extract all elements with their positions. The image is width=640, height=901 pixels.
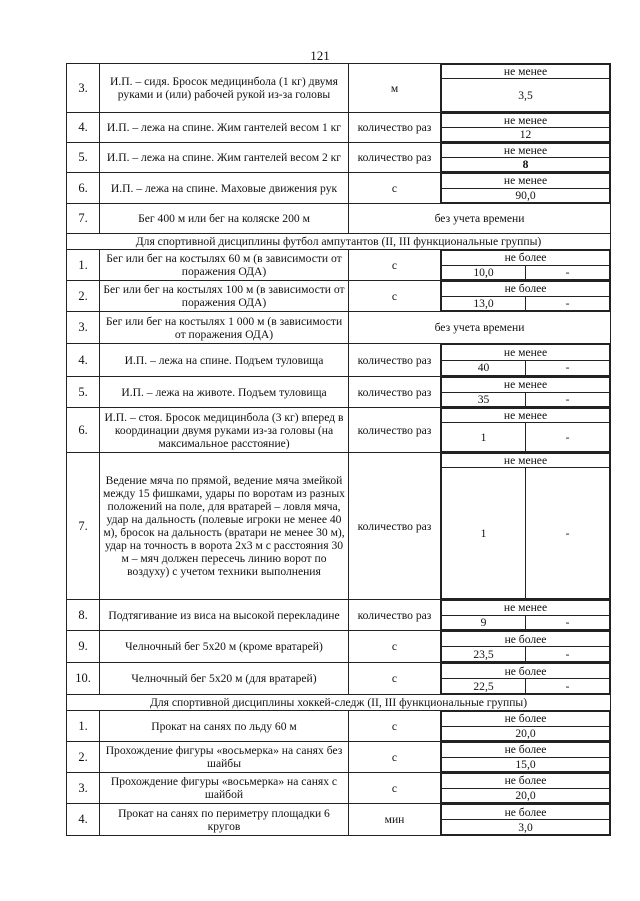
row-number: 1. [67, 711, 100, 742]
result-cell [441, 600, 611, 631]
row-number: 3. [67, 64, 100, 113]
norm-value: 10,0 [442, 265, 526, 280]
norm-dash: - [526, 265, 610, 280]
norm-note: без учета времени [349, 204, 611, 234]
norm-label: не более [442, 712, 610, 727]
unit: с [349, 742, 441, 773]
norm-value: 1 [442, 468, 526, 599]
exercise-name: Прохождение фигуры «восьмерка» на санях без шайбы [100, 742, 349, 773]
norm-label: не более [442, 664, 610, 679]
exercise-name: Челночный бег 5х20 м (кроме вратарей) [100, 631, 349, 663]
exercise-name: Бег или бег на костылях 1 000 м (в зависимости от поражения ОДА) [100, 312, 349, 344]
norm-value: 1 [442, 423, 526, 452]
norm-dash: - [526, 392, 610, 407]
row-number: 7. [67, 453, 100, 600]
norm-value: 35 [442, 392, 526, 407]
result-cell [441, 143, 611, 173]
norm-value: 9 [442, 615, 526, 630]
row-number: 4. [67, 804, 100, 836]
norm-dash: - [526, 615, 610, 630]
exercise-name: И.П. – сидя. Бросок медицинбола (1 кг) двумя руками и (или) рабочей рукой из-за головы [100, 64, 349, 113]
norm-dash: - [526, 360, 610, 376]
table-row [67, 408, 611, 453]
row-number: 2. [67, 742, 100, 773]
unit: количество раз [349, 600, 441, 631]
table-row [67, 453, 611, 600]
result-cell [441, 711, 611, 742]
unit: количество раз [349, 113, 441, 143]
table-row [67, 312, 611, 344]
norm-value: 20,0 [442, 726, 610, 741]
row-number: 1. [67, 250, 100, 281]
unit: количество раз [349, 143, 441, 173]
exercise-name: Бег или бег на костылях 60 м (в зависимости от поражения ОДА) [100, 250, 349, 281]
unit: с [349, 631, 441, 663]
exercise-name: И.П. – стоя. Бросок медицинбола (3 кг) вперед в координации двумя руками из-за головы (на максимальное расстояние) [100, 408, 349, 453]
unit: м [349, 64, 441, 113]
unit: количество раз [349, 344, 441, 377]
unit: с [349, 250, 441, 281]
standards-table [66, 63, 611, 836]
exercise-name: Прокат на санях по льду 60 м [100, 711, 349, 742]
norm-label: не менее [442, 409, 610, 423]
row-number: 4. [67, 113, 100, 143]
unit: мин [349, 804, 441, 836]
result-cell [441, 250, 611, 281]
table-row [67, 64, 611, 113]
norm-value: 3,0 [442, 820, 610, 835]
norm-value: 3,5 [442, 79, 610, 112]
table-row [67, 204, 611, 234]
unit: с [349, 663, 441, 695]
row-number: 3. [67, 312, 100, 344]
norm-value: 12 [442, 128, 610, 142]
row-number: 5. [67, 377, 100, 408]
result-cell [441, 377, 611, 408]
norm-label: не более [442, 805, 610, 820]
table-row [67, 143, 611, 173]
result-cell [441, 344, 611, 377]
norm-value: 13,0 [442, 296, 526, 311]
result-cell [441, 64, 611, 113]
table-row [67, 804, 611, 836]
norm-dash: - [526, 468, 610, 599]
exercise-name: Ведение мяча по прямой, ведение мяча змейкой между 15 фишками, удары по воротам из разных положений на поле, для вратарей – ловля мяча, удар на дальность (полевые игроки не менее 40 м), бросок на дальность (вратари не менее 30 м), удар на точность в ворота 2х3 м с расстояния 30 м – мяч должен пересечь линию ворот по воздуху) с учетом техники выполнения [100, 453, 349, 600]
result-cell [441, 804, 611, 836]
norm-label: не менее [442, 65, 610, 79]
result-cell [441, 113, 611, 143]
table-row [67, 344, 611, 377]
norm-dash: - [526, 423, 610, 452]
unit: с [349, 173, 441, 204]
norm-label: не более [442, 632, 610, 647]
norm-label: не менее [442, 601, 610, 616]
result-cell [441, 631, 611, 663]
exercise-name: Прохождение фигуры «восьмерка» на санях с шайбой [100, 773, 349, 804]
exercise-name: Прокат на санях по периметру площадки 6 кругов [100, 804, 349, 836]
norm-value: 8 [442, 158, 610, 172]
result-cell [441, 173, 611, 204]
unit: количество раз [349, 377, 441, 408]
norm-dash: - [526, 296, 610, 311]
row-number: 2. [67, 281, 100, 312]
norm-value: 20,0 [442, 788, 610, 803]
exercise-name: И.П. – лежа на спине. Подъем туловища [100, 344, 349, 377]
page-number: 121 [310, 48, 330, 63]
section-title: Для спортивной дисциплины хоккей-следж (II, III функциональные группы) [67, 695, 611, 711]
exercise-name: Подтягивание из виса на высокой перекладине [100, 600, 349, 631]
unit: количество раз [349, 408, 441, 453]
row-number: 6. [67, 408, 100, 453]
table-row [67, 631, 611, 663]
row-number: 5. [67, 143, 100, 173]
table-row [67, 711, 611, 742]
exercise-name: Бег 400 м или бег на коляске 200 м [100, 204, 349, 234]
norm-label: не менее [442, 454, 610, 468]
norm-label: не более [442, 282, 610, 297]
norm-label: не менее [442, 378, 610, 393]
unit: с [349, 773, 441, 804]
table-row [67, 773, 611, 804]
row-number: 8. [67, 600, 100, 631]
norm-label: не менее [442, 114, 610, 128]
section-header [67, 695, 611, 711]
norm-dash: - [526, 647, 610, 662]
result-cell [441, 742, 611, 773]
row-number: 7. [67, 204, 100, 234]
table-row [67, 173, 611, 204]
norm-value: 22,5 [442, 679, 526, 694]
result-cell [441, 453, 611, 600]
table-row [67, 113, 611, 143]
unit: с [349, 281, 441, 312]
section-header [67, 234, 611, 250]
norm-label: не более [442, 251, 610, 266]
exercise-name: И.П. – лежа на спине. Жим гантелей весом 1 кг [100, 113, 349, 143]
exercise-name: Челночный бег 5х20 м (для вратарей) [100, 663, 349, 695]
result-cell [441, 281, 611, 312]
norm-label: не более [442, 774, 610, 789]
unit: количество раз [349, 453, 441, 600]
norm-value: 15,0 [442, 757, 610, 772]
exercise-name: И.П. – лежа на животе. Подъем туловища [100, 377, 349, 408]
norm-dash: - [526, 679, 610, 694]
result-cell [441, 663, 611, 695]
table-row [67, 281, 611, 312]
unit: с [349, 711, 441, 742]
row-number: 3. [67, 773, 100, 804]
exercise-name: И.П. – лежа на спине. Маховые движения рук [100, 173, 349, 204]
table-row [67, 600, 611, 631]
table-row [67, 663, 611, 695]
norm-label: не менее [442, 345, 610, 361]
norm-value: 40 [442, 360, 526, 376]
exercise-name: И.П. – лежа на спине. Жим гантелей весом 2 кг [100, 143, 349, 173]
row-number: 4. [67, 344, 100, 377]
row-number: 10. [67, 663, 100, 695]
norm-label: не менее [442, 144, 610, 158]
result-cell [441, 773, 611, 804]
row-number: 6. [67, 173, 100, 204]
norm-label: не более [442, 743, 610, 758]
exercise-name: Бег или бег на костылях 100 м (в зависимости от поражения ОДА) [100, 281, 349, 312]
norm-value: 23,5 [442, 647, 526, 662]
row-number: 9. [67, 631, 100, 663]
table-row [67, 742, 611, 773]
norm-value: 90,0 [442, 188, 610, 203]
norm-note: без учета времени [349, 312, 611, 344]
table-row [67, 250, 611, 281]
section-title: Для спортивной дисциплины футбол ампутантов (II, III функциональные группы) [67, 234, 611, 250]
norm-label: не менее [442, 174, 610, 189]
result-cell [441, 408, 611, 453]
table-row [67, 377, 611, 408]
